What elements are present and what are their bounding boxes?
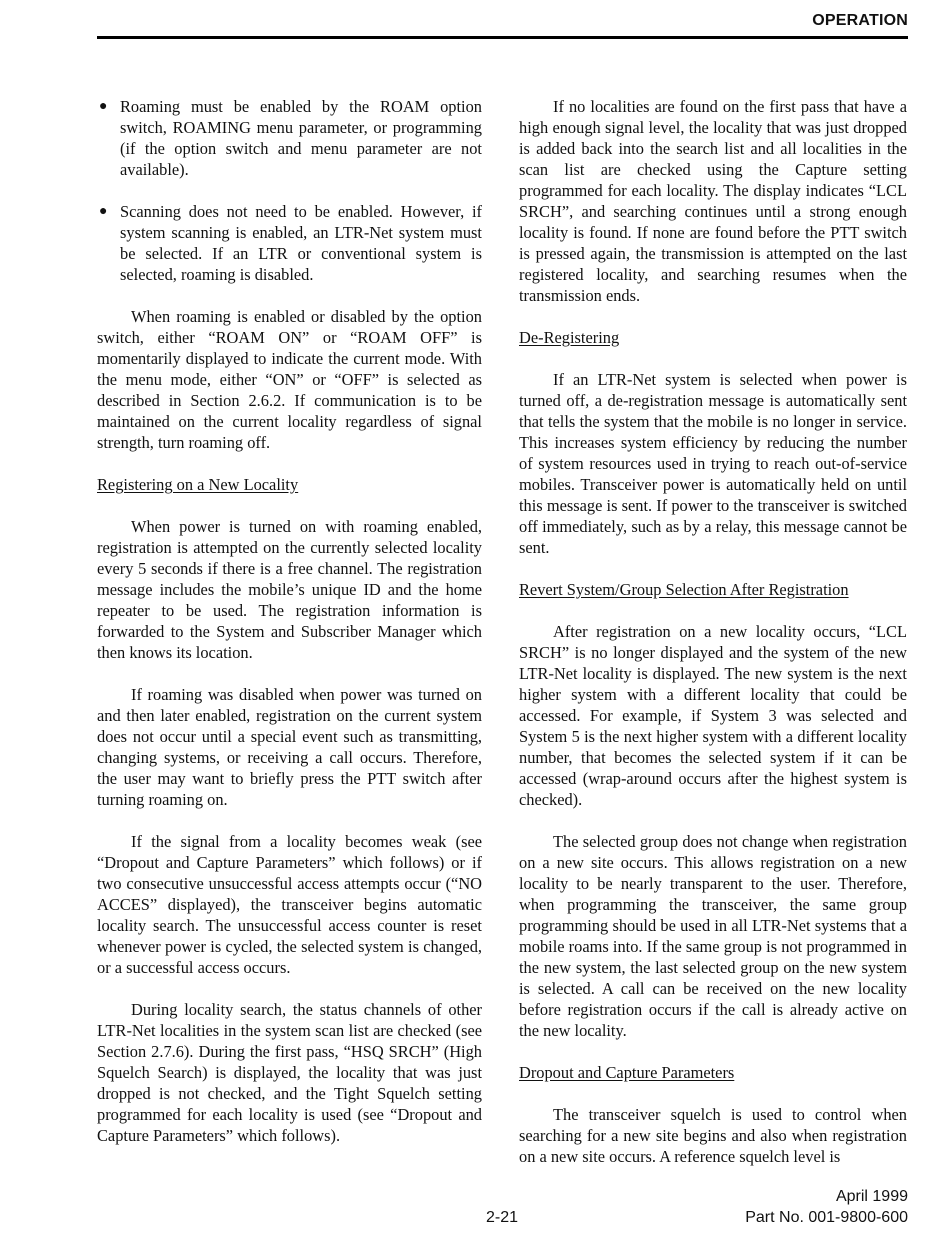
heading-dropout: Dropout and Capture Parameters bbox=[519, 1063, 735, 1082]
bullet-text: Scanning does not need to be enabled. However, if system scanning is enabled, an LTR-Net system must be selected. If an LTR or conventional system is selected, roaming is disabled. bbox=[120, 202, 482, 284]
heading-revert: Revert System/Group Selection After Registration bbox=[519, 580, 849, 599]
heading-registering: Registering on a New Locality bbox=[97, 475, 299, 494]
bullet-item bbox=[97, 96, 482, 180]
paragraph-registering-4: During locality search, the status channels of other LTR-Net localities in the system scan list are checked (see Section 2.7.6). During the first pass, “HSQ SRCH” (High Squelch Search) is displayed, the locality that was just dropped is not checked, and the Tight Squelch setting programmed for each locality is used (see “Dropout and Capture Parameters” which follows). bbox=[97, 1000, 482, 1145]
paragraph-registering-1: When power is turned on with roaming enabled, registration is attempted on the currently selected locality every 5 seconds if there is a free channel. The registration message includes the mobile’s unique ID and the home repeater to be used. The registration information is forwarded to the System and Subscriber Manager which then knows its location. bbox=[97, 517, 482, 662]
bullet-item bbox=[97, 201, 482, 285]
paragraph-revert-1: After registration on a new locality occurs, “LCL SRCH” is no longer displayed and the system of the new LTR-Net locality is displayed. The new system is the next higher system with a different locality that could be accessed. For example, if System 3 was selected and System 5 is the next higher system with a different locality number, that becomes the selected system if it can be accessed (wrap-around occurs after the highest system is checked). bbox=[519, 622, 907, 809]
paragraph-no-localities: If no localities are found on the first pass that have a high enough signal level, the locality that was just dropped is added back into the search list and all localities in the scan list are checked using the Capture setting programmed for each locality. The display indicates “LCL SRCH”, and searching continues until a strong enough locality is found. If none are found before the PTT switch is pressed again, the transmission is attempted on the last registered locality, and searching resumes when the transmission ends. bbox=[519, 97, 907, 305]
section-header: OPERATION bbox=[812, 12, 908, 29]
paragraph-registering-2: If roaming was disabled when power was turned on and then later enabled, registration on the current system does not occur until a special event such as transmitting, changing systems, or receiving a call occurs. Therefore, the user may want to briefly press the PTT switch after turning roaming on. bbox=[97, 685, 482, 809]
paragraph-revert-2: The selected group does not change when registration on a new site occurs. This allows registration on a new locality to be nearly transparent to the user. Therefore, when programming the transceiver, the same group programming should be used in all LTR-Net systems that a mobile roams into. If the same group is not programmed in the new system, the last selected group on the new system is selected. A call can be received on the new locality before registration occurs if the call is already active on the new locality. bbox=[519, 832, 907, 1040]
paragraph-dropout: The transceiver squelch is used to control when searching for a new site begins and also when registration on a new site occurs. A reference squelch level is bbox=[519, 1105, 907, 1166]
paragraph-roam-mode: When roaming is enabled or disabled by the option switch, either “ROAM ON” or “ROAM OFF” is momentarily displayed to indicate the current mode. With the menu mode, either “ON” or “OFF” is selected as described in Section 2.6.2. If communication is to be maintained on the current locality regardless of signal strength, turn roaming off. bbox=[97, 307, 482, 452]
bullet-icon: ● bbox=[99, 99, 108, 114]
footer-part-number: Part No. 001-9800-600 bbox=[745, 1209, 908, 1226]
bullet-icon: ● bbox=[99, 204, 108, 219]
bullet-text: Roaming must be enabled by the ROAM option switch, ROAMING menu parameter, or programming (if the option switch and menu parameter are not available). bbox=[120, 97, 482, 179]
header-rule bbox=[97, 36, 908, 39]
right-column bbox=[519, 96, 907, 1188]
footer-date: April 1999 bbox=[835, 1188, 908, 1205]
paragraph-registering-3: If the signal from a locality becomes weak (see “Dropout and Capture Parameters” which follows) or if two consecutive unsuccessful access attempts occur (“NO ACCES” displayed), the transceiver begins automatic locality search. The unsuccessful access counter is reset whenever power is cycled, the selected system is changed, or a successful access occurs. bbox=[97, 832, 482, 977]
paragraph-deregistering: If an LTR-Net system is selected when power is turned off, a de-registration message is automatically sent that tells the system that the mobile is no longer in service. This increases system efficiency by reducing the number of system resources used in trying to reach out-of-service mobiles. Transceiver power is automatically held on until this message is sent. If power to the transceiver is switched off immediately, such as by a relay, this message cannot be sent. bbox=[519, 370, 907, 557]
requirements-list bbox=[97, 96, 482, 285]
footer-page-number: 2-21 bbox=[485, 1209, 519, 1226]
heading-deregistering: De-Registering bbox=[519, 328, 620, 347]
left-column bbox=[97, 96, 482, 1167]
